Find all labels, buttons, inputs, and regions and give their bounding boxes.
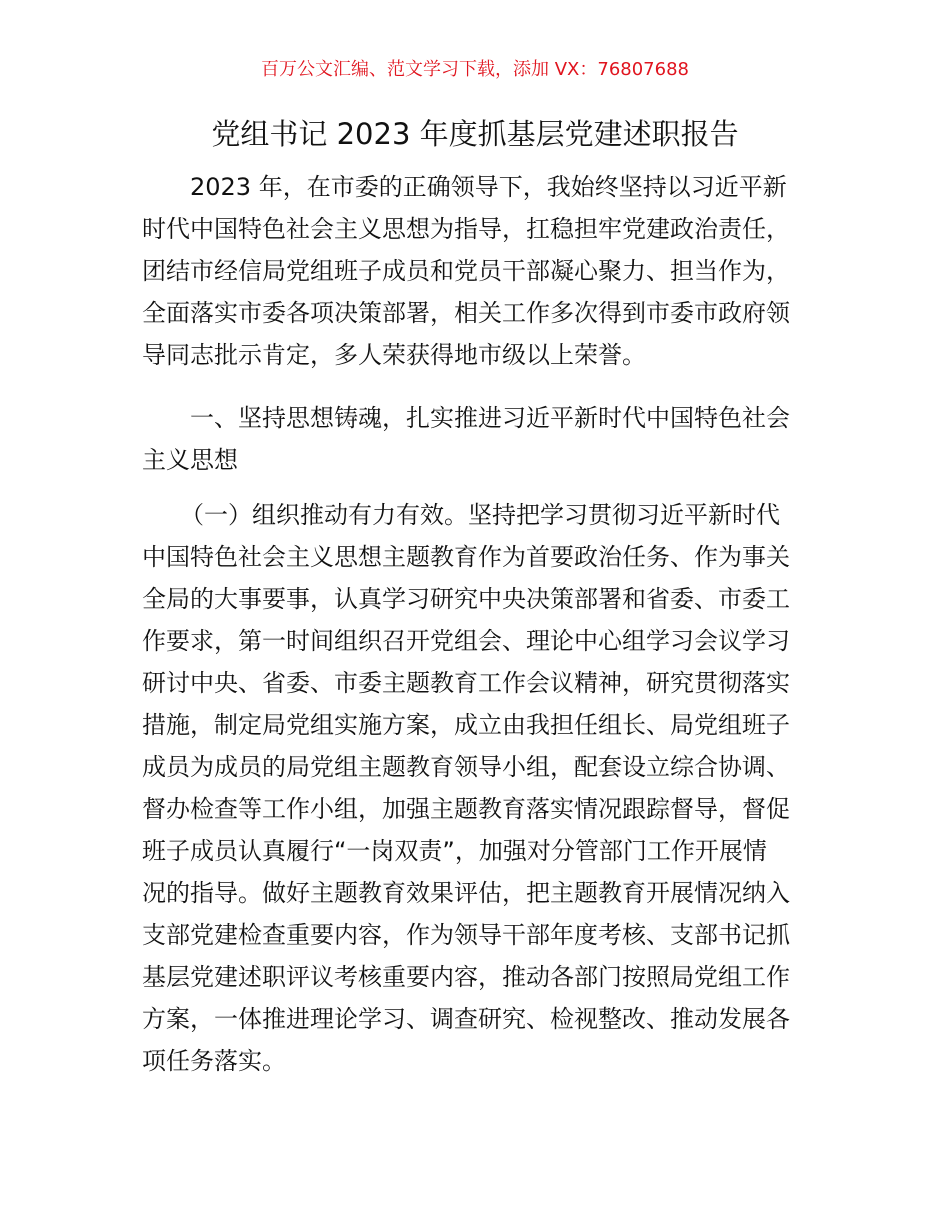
- paragraph-line: 时代中国特色社会主义思想为指导，扛稳担牢党建政治责任，: [142, 215, 790, 243]
- paragraph-line: 措施，制定局党组实施方案，成立由我担任组长、局党组班子: [142, 711, 790, 739]
- paragraph-line: 全面落实市委各项决策部署，相关工作多次得到市委市政府领: [142, 299, 790, 327]
- paragraph-line: 班子成员认真履行“一岗双责”，加强对分管部门工作开展情: [142, 837, 767, 865]
- paragraph-line: 项任务落实。: [142, 1047, 286, 1075]
- paragraph-line: 研讨中央、省委、市委主题教育工作会议精神，研究贯彻落实: [142, 669, 790, 697]
- paragraph-line: 中国特色社会主义思想主题教育作为首要政治任务、作为事关: [142, 543, 790, 571]
- document-title: 党组书记 2023 年度抓基层党建述职报告: [211, 117, 739, 151]
- paragraph-line: 方案，一体推进理论学习、调查研究、检视整改、推动发展各: [142, 1005, 790, 1033]
- header-note: 百万公文汇编、范文学习下载，添加 VX：76807688: [261, 59, 689, 80]
- paragraph-line: 作要求，第一时间组织召开党组会、理论中心组学习会议学习: [142, 627, 790, 655]
- paragraph-line: 支部党建检查重要内容，作为领导干部年度考核、支部书记抓: [142, 921, 790, 949]
- paragraph-line: 团结市经信局党组班子成员和党员干部凝心聚力、担当作为，: [142, 257, 790, 285]
- paragraph-line: 基层党建述职评议考核重要内容，推动各部门按照局党组工作: [142, 963, 790, 991]
- paragraph-line: 督办检查等工作小组，加强主题教育落实情况跟踪督导，督促: [142, 795, 790, 823]
- paragraph-line: 成员为成员的局党组主题教育领导小组，配套设立综合协调、: [142, 753, 790, 781]
- paragraph-line: 况的指导。做好主题教育效果评估，把主题教育开展情况纳入: [142, 879, 790, 907]
- paragraph-line: 导同志批示肯定，多人荣获得地市级以上荣誉。: [142, 341, 646, 369]
- paragraph-line: （一）组织推动有力有效。坚持把学习贯彻习近平新时代: [180, 501, 780, 529]
- section-heading-line: 主义思想: [142, 446, 238, 474]
- paragraph-line: 全局的大事要事，认真学习研究中央决策部署和省委、市委工: [142, 585, 790, 613]
- paragraph-line: 2023 年，在市委的正确领导下，我始终坚持以习近平新: [190, 173, 787, 201]
- section-heading-line: 一、坚持思想铸魂，扎实推进习近平新时代中国特色社会: [190, 404, 790, 432]
